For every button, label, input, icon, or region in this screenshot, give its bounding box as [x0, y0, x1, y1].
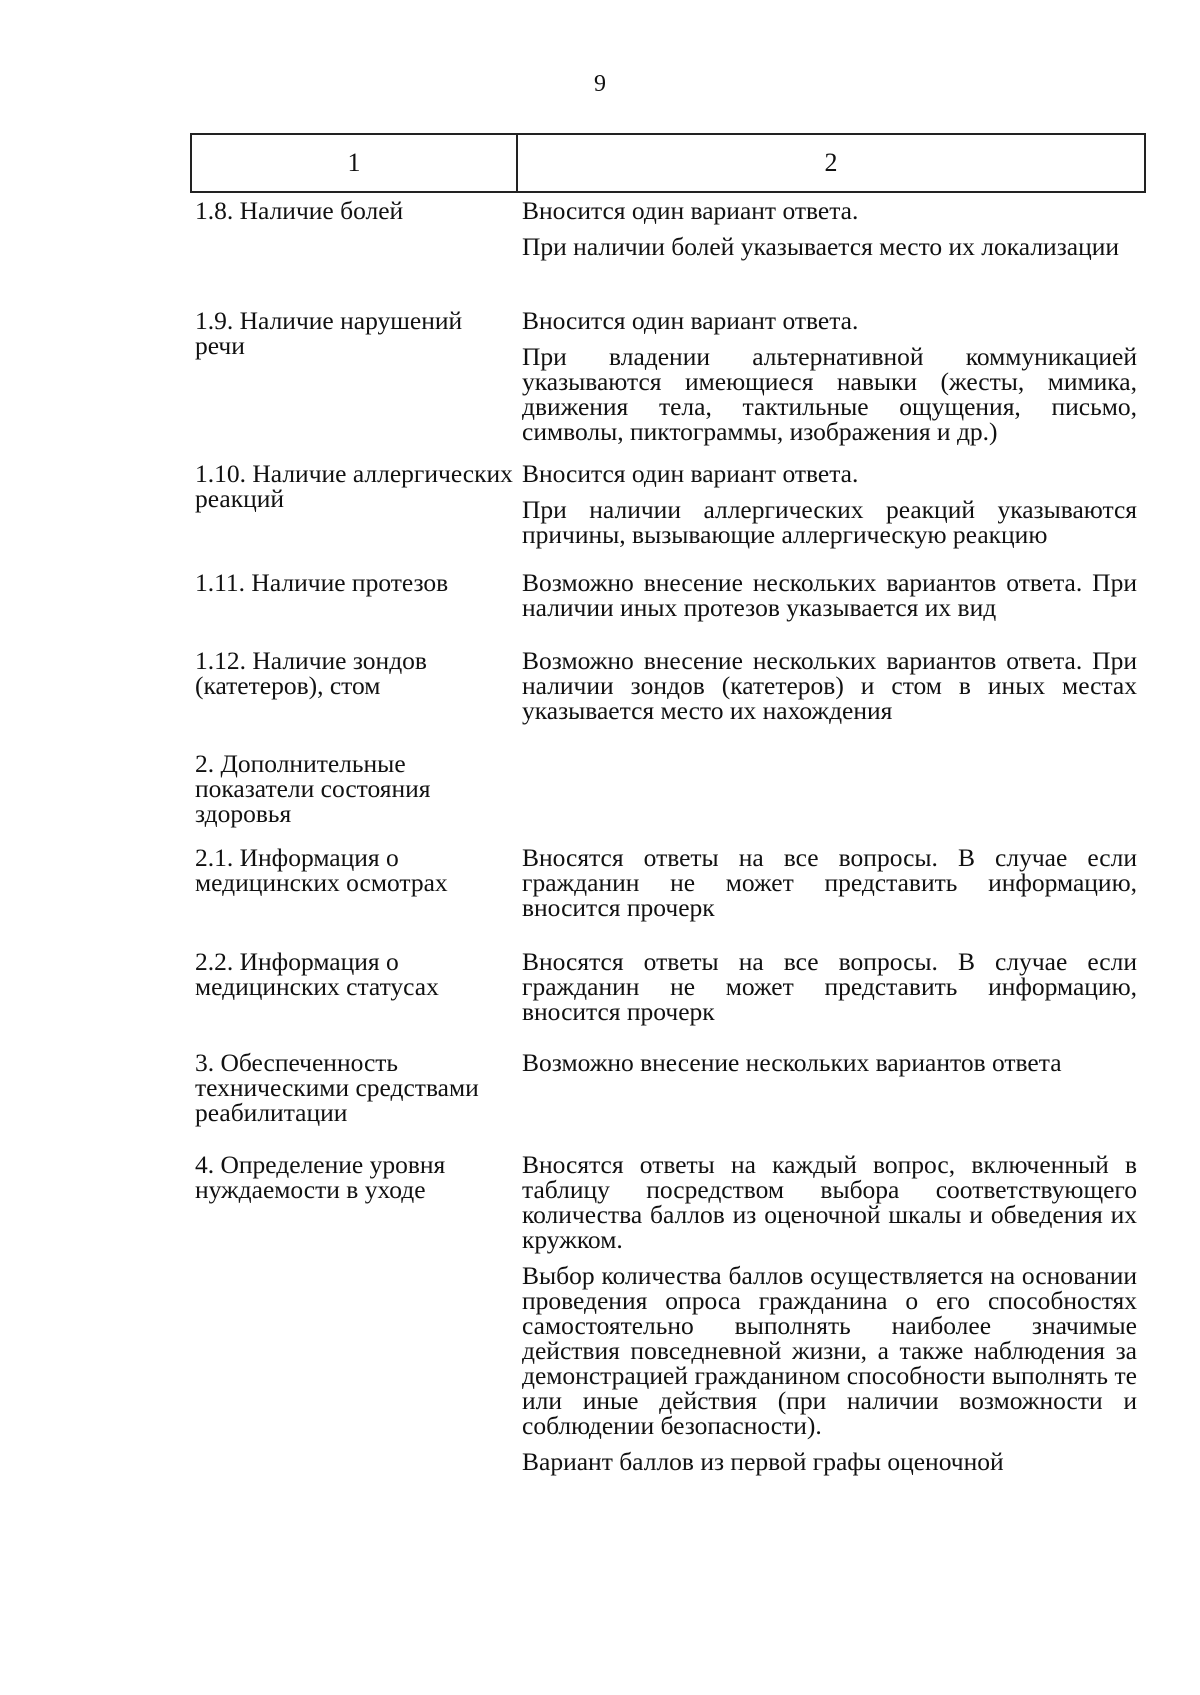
row-description: [522, 1152, 1137, 1474]
description-paragraph: Вносятся ответы на все вопросы. В случае если гражданин не может представить информацию, вносится прочерк: [522, 843, 1137, 922]
row-description: [522, 570, 1137, 620]
description-paragraph: Вносится один вариант ответа.: [522, 196, 859, 225]
description-paragraph: При наличии аллергических реакций указываются причины, вызывающие аллергическую реакцию: [522, 495, 1137, 549]
page-number: 9: [594, 71, 606, 97]
row-label: 1.10. Наличие аллергических реакций: [195, 459, 513, 513]
row-description: [522, 198, 1137, 259]
row-label: 2.2. Информация о медицинских статусах: [195, 947, 439, 1001]
header-column-1: 1: [192, 135, 518, 191]
header-column-2: 2: [824, 148, 838, 177]
description-paragraph: Выбор количества баллов осуществляется на основании проведения опроса гражданина о его способностях самостоятельно выполнять наиболее значимые действия повседневной жизни, а также наблюдения за демонстрацией гражданином способности выполнять те или иные действия (при наличии возможности и соблюдении безопасности).: [522, 1261, 1137, 1440]
description-paragraph: При владении альтернативной коммуникацией указываются имеющиеся навыки (жесты, мимика, движения тела, тактильные ощущения, письмо, символы, пиктограммы, изображения и др.): [522, 342, 1137, 446]
row-label: 1.8. Наличие болей: [195, 196, 404, 225]
description-paragraph: Вносится один вариант ответа.: [522, 306, 859, 335]
row-description: [522, 845, 1137, 920]
row-description: [522, 949, 1137, 1024]
row-description: [522, 1050, 1137, 1075]
table-header: [190, 133, 1146, 193]
row-label: 1.9. Наличие нарушений речи: [195, 306, 463, 360]
description-paragraph: Вносятся ответы на все вопросы. В случае если гражданин не может представить информацию, вносится прочерк: [522, 947, 1137, 1026]
description-paragraph: Вариант баллов из первой графы оценочной: [522, 1447, 1004, 1476]
description-paragraph: При наличии болей указывается место их локализации: [522, 232, 1120, 261]
description-paragraph: Возможно внесение нескольких вариантов ответа: [522, 1048, 1062, 1077]
row-description: [522, 648, 1137, 723]
row-label: 3. Обеспеченность техническими средствами реабилитации: [195, 1048, 479, 1127]
row-description: [522, 308, 1137, 444]
row-description: [522, 461, 1137, 547]
row-label: 4. Определение уровня нуждаемости в уходе: [195, 1150, 446, 1204]
row-label: 2.1. Информация о медицинских осмотрах: [195, 843, 448, 897]
row-label: 1.12. Наличие зондов (катетеров), стом: [195, 646, 427, 700]
description-paragraph: Вносится один вариант ответа.: [522, 459, 859, 488]
description-paragraph: Вносятся ответы на каждый вопрос, включенный в таблицу посредством выбора соответствующего количества баллов из оценочной шкалы и обведения их кружком.: [522, 1150, 1137, 1254]
description-paragraph: Возможно внесение нескольких вариантов ответа. При наличии зондов (катетеров) и стом в иных местах указывается место их нахождения: [522, 646, 1137, 725]
row-label: 1.11. Наличие протезов: [195, 568, 449, 597]
row-label: 2. Дополнительные показатели состояния здоровья: [195, 749, 431, 828]
description-paragraph: Возможно внесение нескольких вариантов ответа. При наличии иных протезов указывается их вид: [522, 568, 1137, 622]
